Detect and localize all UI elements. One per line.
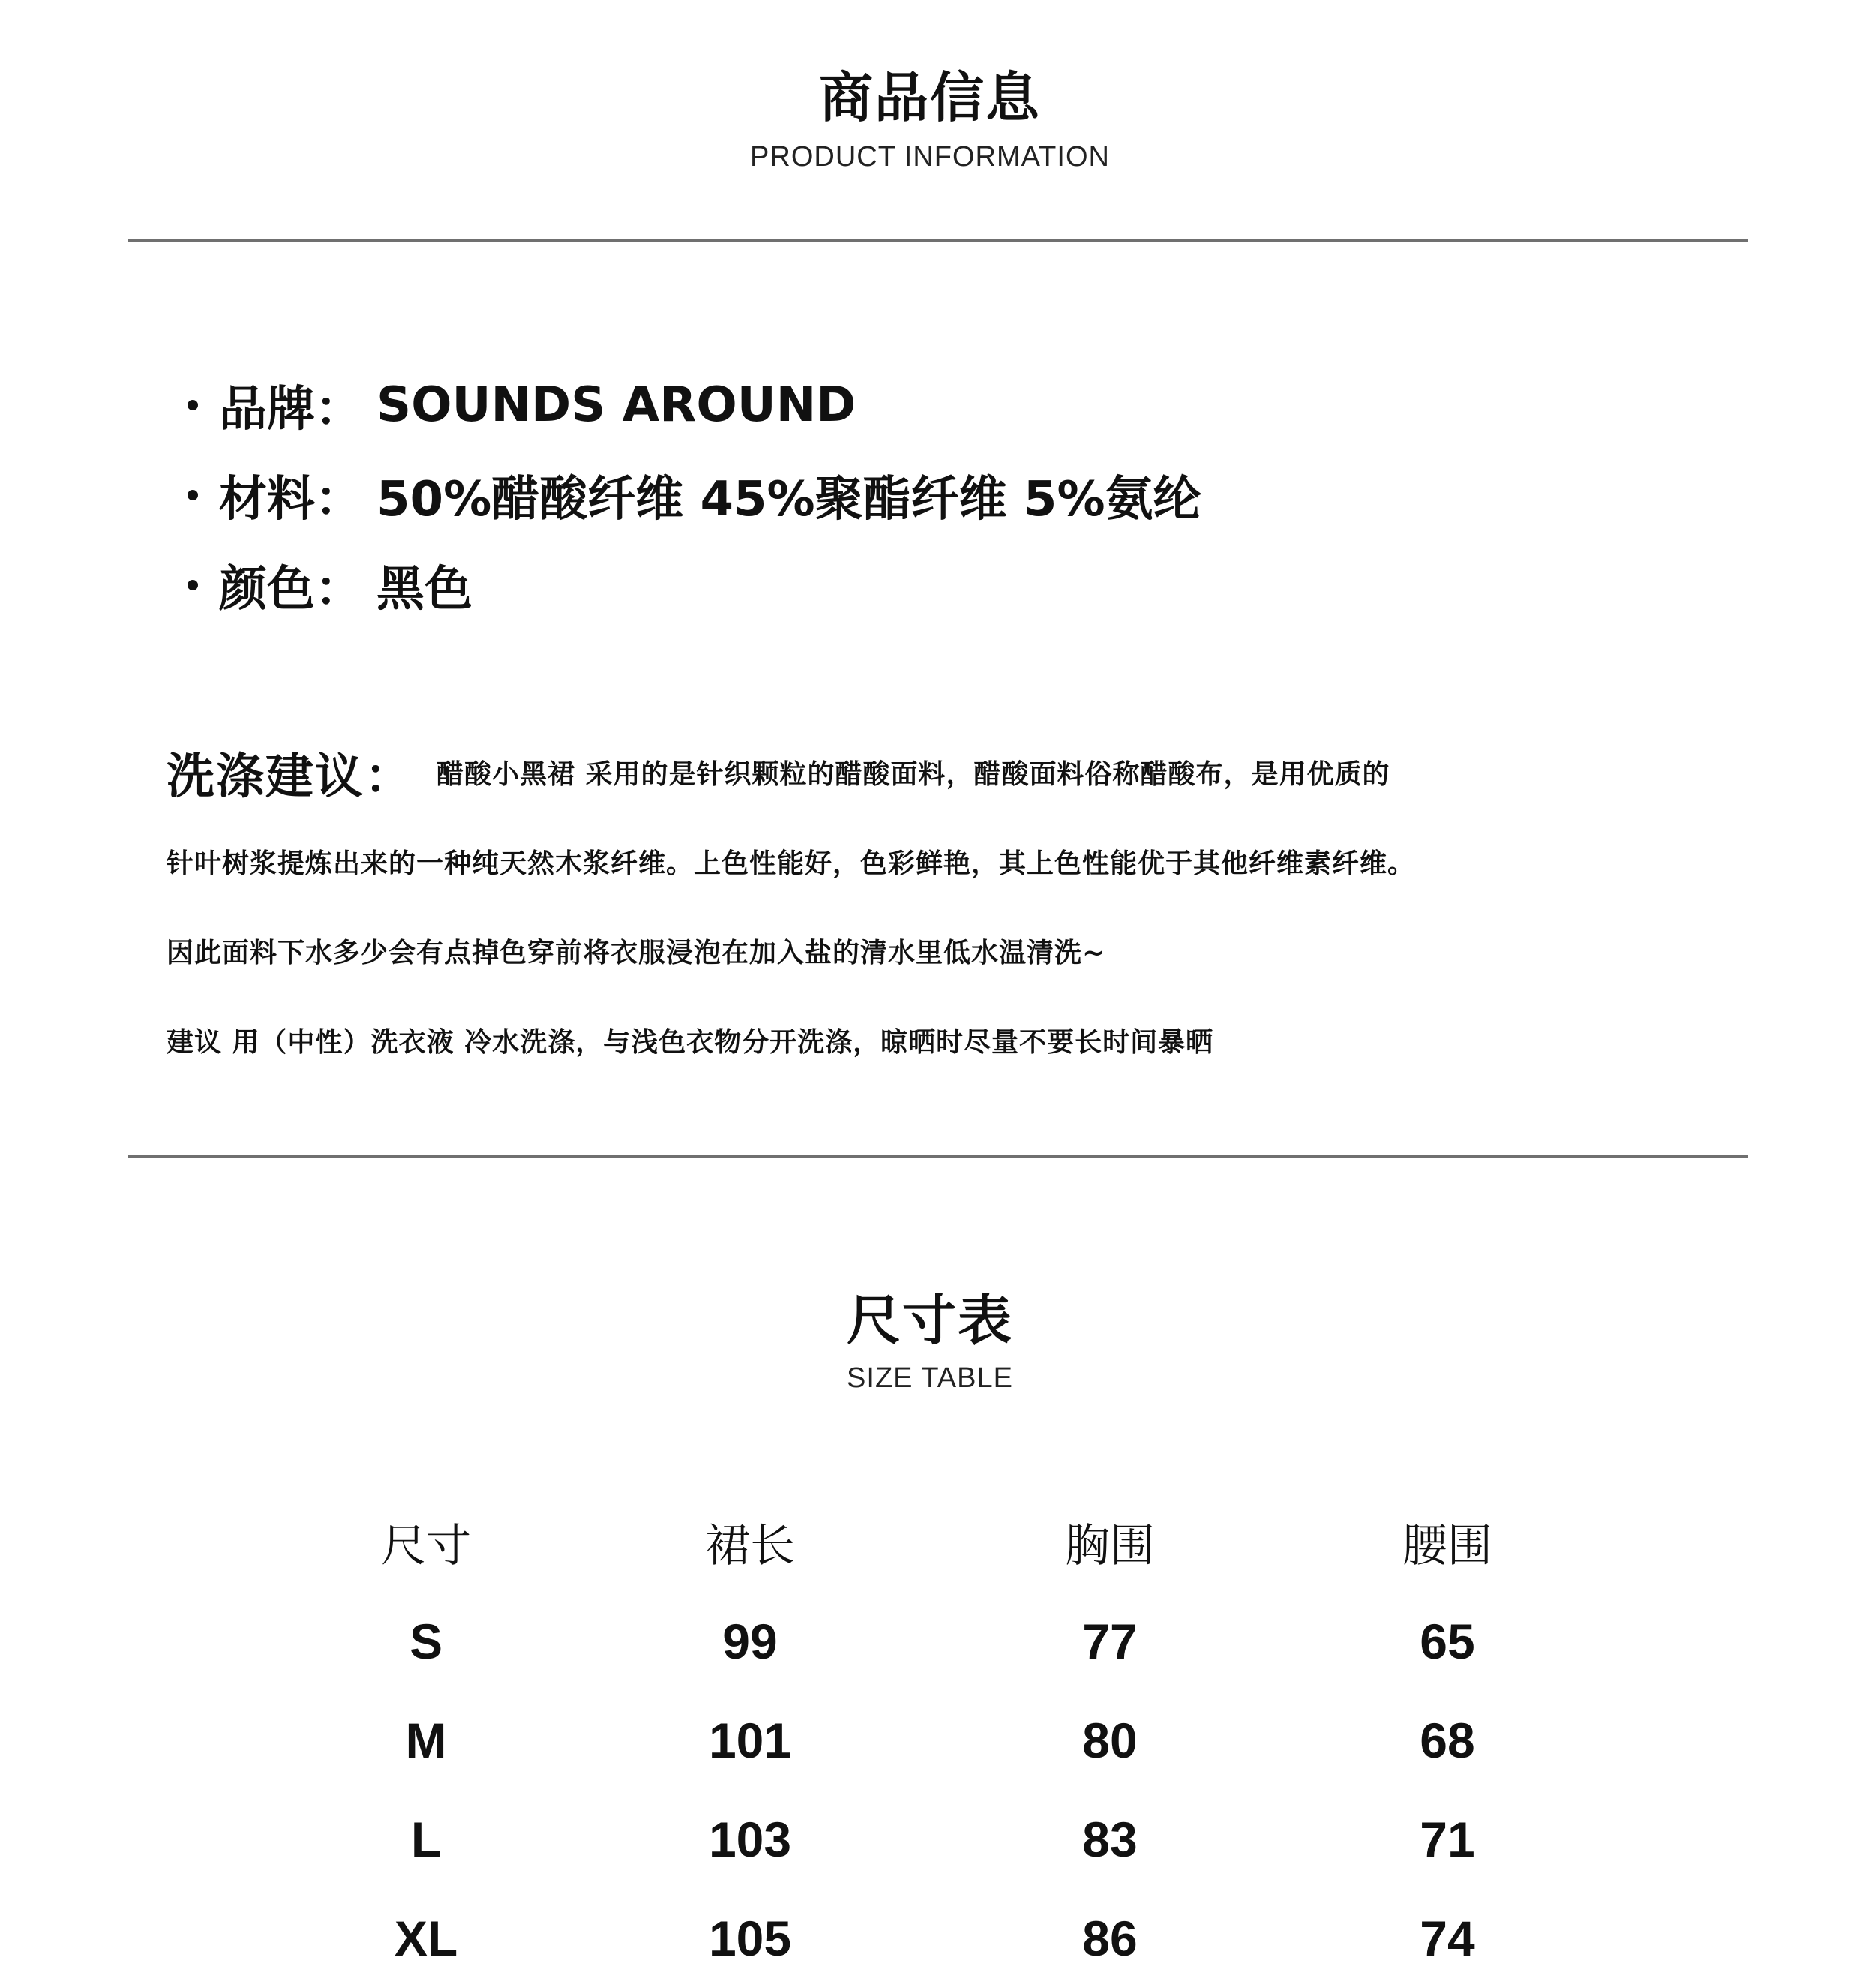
- spec-brand: [188, 360, 1202, 450]
- care-text: 针叶树浆提炼出来的一种纯天然木浆纤维。上色性能好，色彩鲜艳，其上色性能优于其他纤维素纤维。: [166, 848, 1416, 879]
- table-cell: 101: [708, 1713, 792, 1768]
- table-cell: 99: [722, 1614, 778, 1669]
- column-header: 胸围: [1065, 1520, 1155, 1572]
- care-line: [166, 996, 1742, 1085]
- table-cell: 68: [1420, 1713, 1475, 1768]
- care-line: [166, 906, 1742, 996]
- table-cell: L: [410, 1812, 442, 1867]
- size-table-subtitle: SIZE TABLE: [847, 1362, 1013, 1394]
- bullet-icon: [188, 490, 198, 500]
- spec-value: 50%醋酸纤维 45%聚酯纤维 5%氨纶: [376, 472, 1202, 527]
- care-text: 醋酸小黑裙 采用的是针织颗粒的醋酸面料，醋酸面料俗称醋酸布，是用优质的: [436, 759, 1390, 790]
- size-table-title: 尺寸表: [846, 1289, 1013, 1352]
- table-row: [0, 1889, 1860, 1988]
- spec-list: [188, 360, 1202, 630]
- product-info-title: 商品信息: [818, 66, 1041, 129]
- size-table: [0, 1493, 1860, 1988]
- table-row: [0, 1592, 1860, 1691]
- table-row: [0, 1691, 1860, 1790]
- care-text: 因此面料下水多少会有点掉色穿前将衣服浸泡在加入盐的清水里低水温清洗~: [166, 938, 1106, 968]
- spec-label: 品牌：: [219, 382, 363, 437]
- spec-material: [188, 450, 1202, 540]
- table-cell: M: [405, 1713, 447, 1768]
- size-table-header: [0, 1289, 1860, 1395]
- care-heading: 洗涤建议：: [166, 749, 414, 805]
- care-line: [166, 817, 1742, 906]
- table-header-row: [0, 1493, 1860, 1592]
- table-cell: 103: [708, 1812, 792, 1867]
- middle-divider: [128, 1155, 1748, 1158]
- spec-label: 材料：: [219, 472, 363, 527]
- table-row: [0, 1790, 1860, 1889]
- table-cell: 86: [1082, 1911, 1138, 1966]
- bullet-icon: [188, 400, 198, 410]
- product-info-subtitle: PRODUCT INFORMATION: [750, 141, 1110, 173]
- table-cell: 77: [1082, 1614, 1138, 1669]
- care-line: [166, 728, 1742, 817]
- table-cell: 71: [1420, 1812, 1475, 1867]
- table-cell: 83: [1082, 1812, 1138, 1867]
- table-cell: S: [409, 1614, 443, 1669]
- care-text: 建议 用（中性）洗衣液 冷水洗涤，与浅色衣物分开洗涤，晾晒时尽量不要长时间暴晒: [166, 1027, 1214, 1058]
- product-info-header: [0, 66, 1860, 174]
- table-cell: 105: [708, 1911, 792, 1966]
- spec-color: [188, 540, 1202, 630]
- spec-label: 颜色：: [219, 562, 363, 617]
- spec-value: SOUNDS AROUND: [376, 377, 856, 433]
- top-divider: [128, 239, 1748, 242]
- bullet-icon: [188, 580, 198, 590]
- table-cell: 65: [1420, 1614, 1475, 1669]
- care-instructions: [166, 728, 1742, 1085]
- table-cell: XL: [394, 1911, 458, 1966]
- table-cell: 80: [1082, 1713, 1138, 1768]
- spec-value: 黑色: [376, 562, 472, 617]
- column-header: 尺寸: [381, 1520, 471, 1572]
- column-header: 腰围: [1402, 1520, 1492, 1572]
- table-cell: 74: [1420, 1911, 1475, 1966]
- column-header: 裙长: [705, 1520, 795, 1572]
